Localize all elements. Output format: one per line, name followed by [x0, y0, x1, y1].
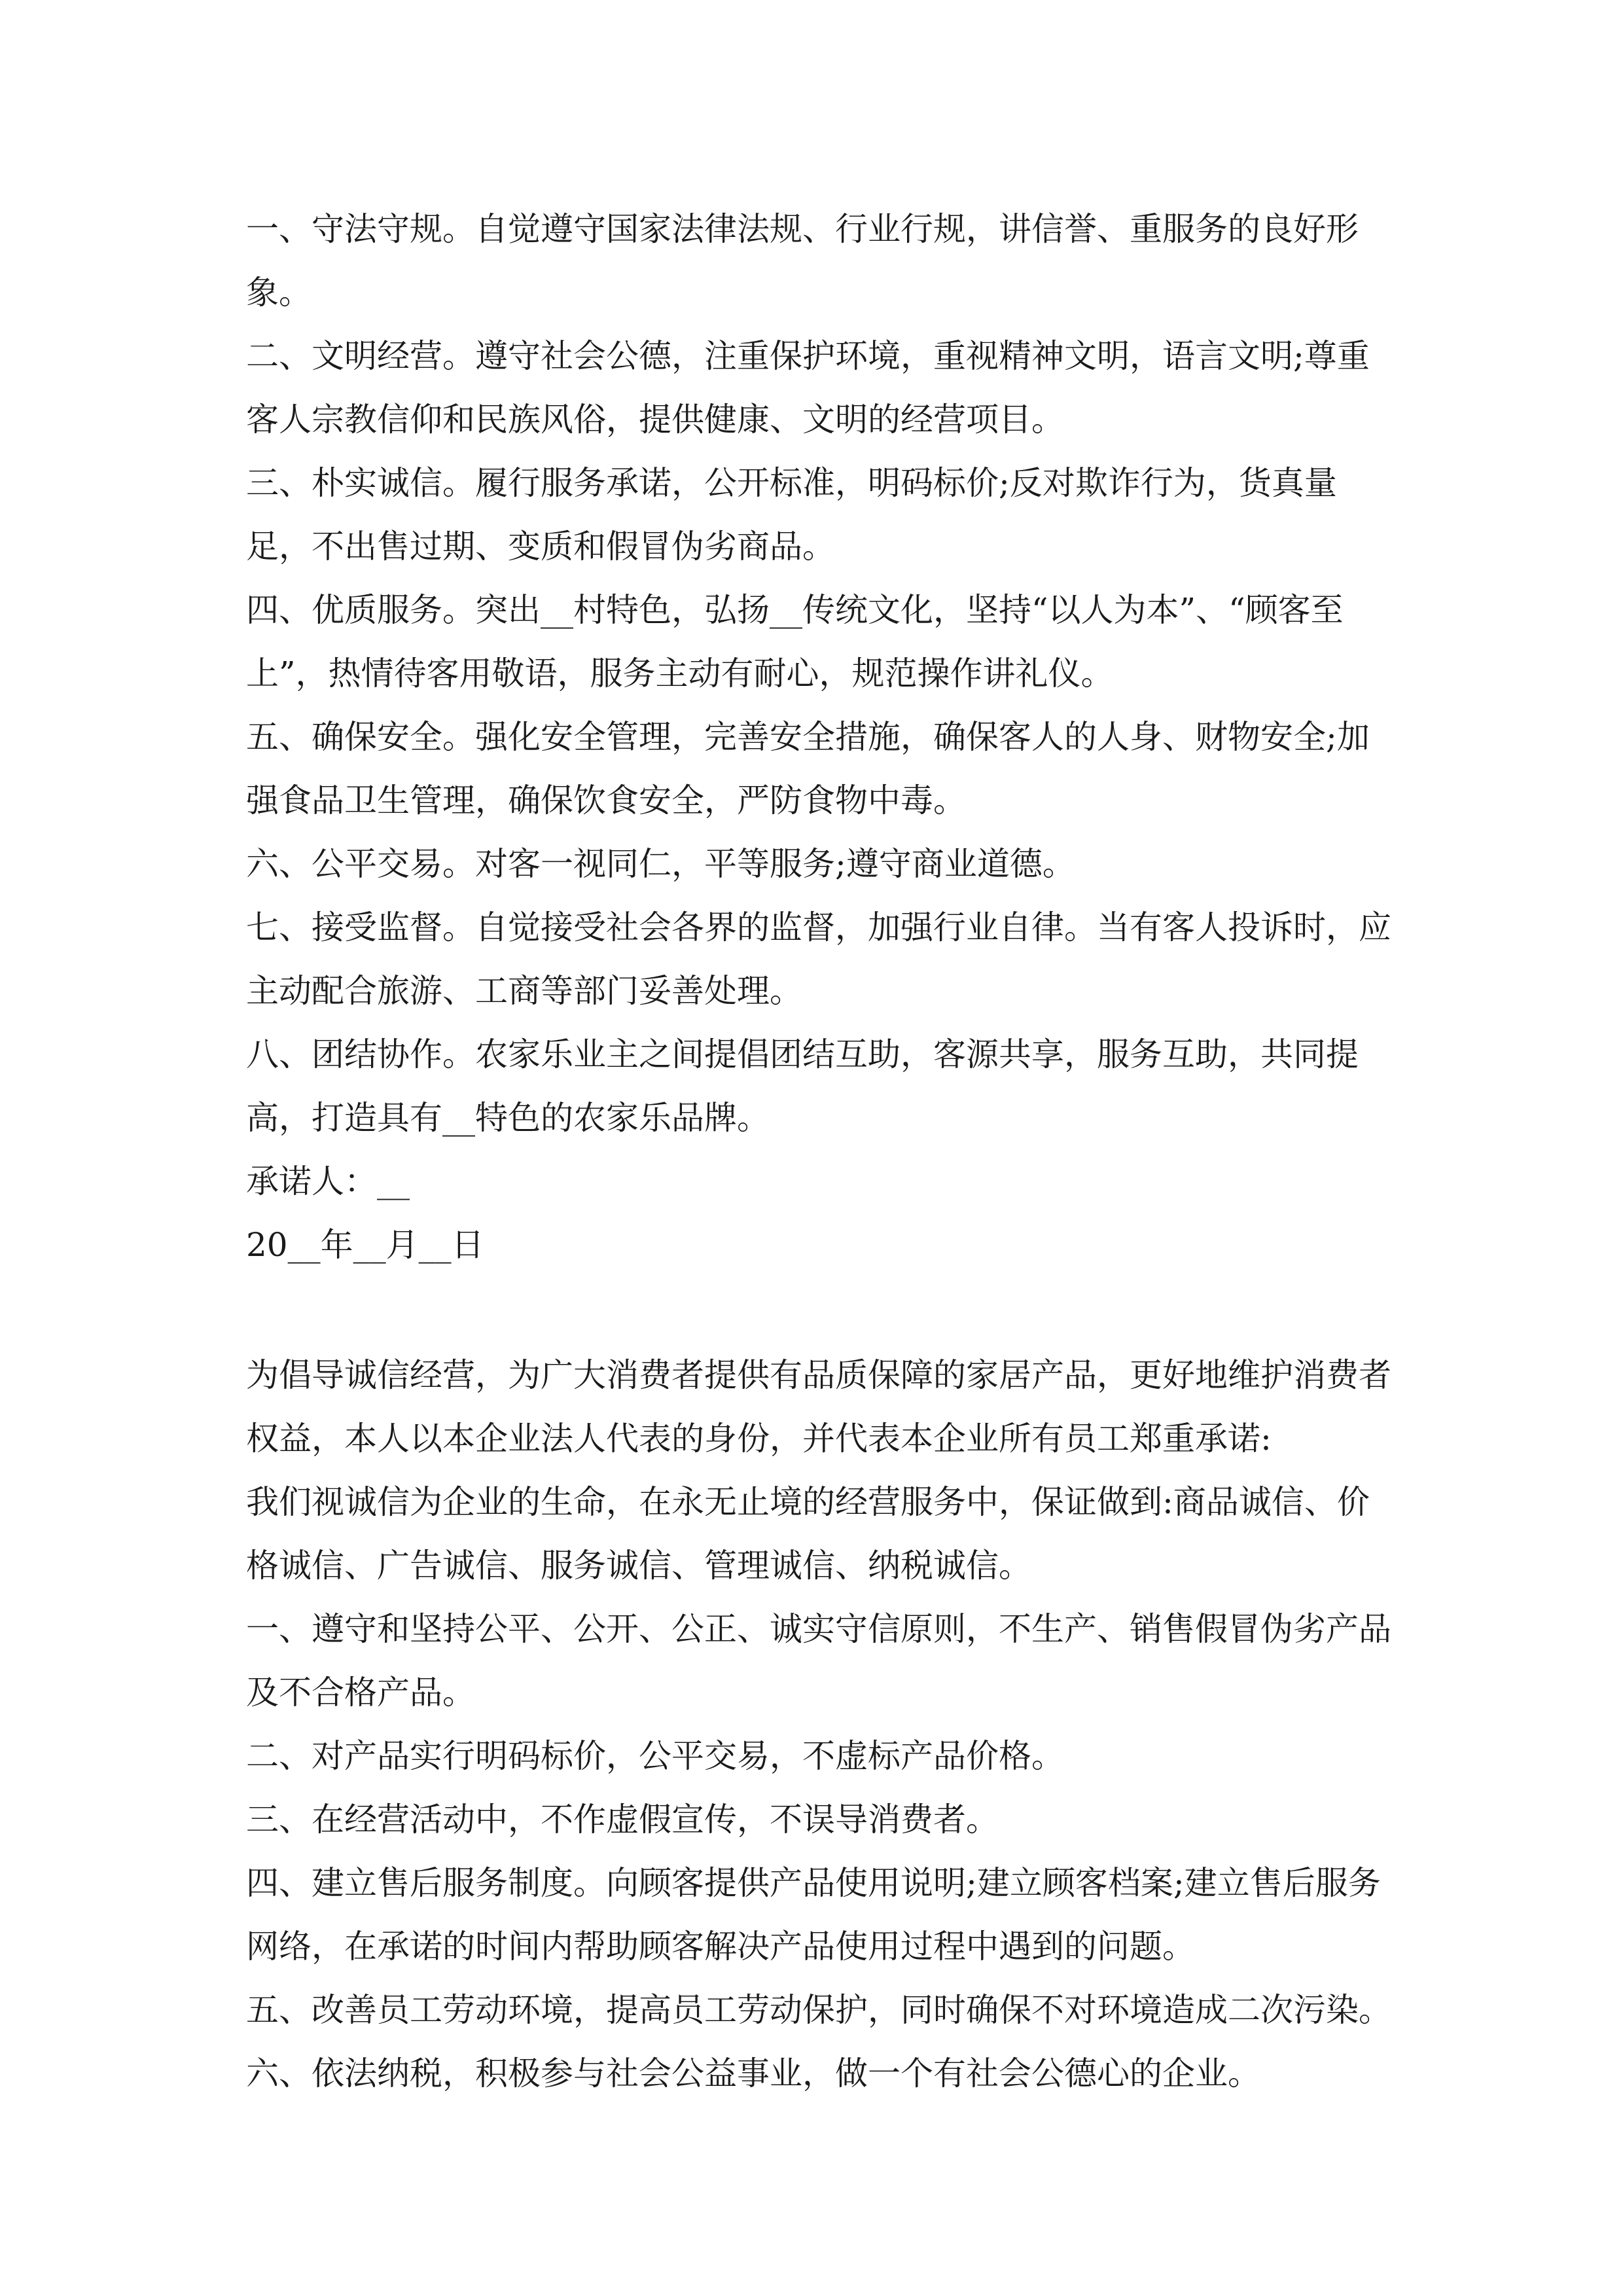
commitment-item: 三、在经营活动中，不作虚假宣传，不误导消费者。 — [246, 1801, 999, 1839]
date-line: 20__年__月__日 — [246, 1226, 484, 1264]
intro-paragraph: 我们视诚信为企业的生命，在永无止境的经营服务中，保证做到:商品诚信、价格诚信、广告诚信、服务诚信、管理诚信、纳税诚信。 — [246, 1483, 1370, 1585]
commitment-item: 五、改善员工劳动环境，提高员工劳动保护，同时确保不对环境造成二次污染。 — [246, 1991, 1391, 2029]
commitment-item: 一、遵守和坚持公平、公开、公正、诚实守信原则，不生产、销售假冒伪劣产品及不合格产品。 — [246, 1610, 1391, 1712]
commitment-item: 三、朴实诚信。履行服务承诺，公开标准，明码标价;反对欺诈行为，货真量足，不出售过期、变质和假冒伪劣商品。 — [246, 464, 1337, 565]
signer-line: 承诺人：__ — [246, 1162, 410, 1200]
commitment-item: 七、接受监督。自觉接受社会各界的监督，加强行业自律。当有客人投诉时，应主动配合旅游、工商等部门妥善处理。 — [246, 908, 1391, 1010]
commitment-item: 二、对产品实行明码标价，公平交易，不虚标产品价格。 — [246, 1737, 1064, 1775]
commitment-item: 二、文明经营。遵守社会公德，注重保护环境，重视精神文明，语言文明;尊重客人宗教信仰和民族风俗，提供健康、文明的经营项目。 — [246, 337, 1370, 439]
commitment-item: 八、团结协作。农家乐业主之间提倡团结互助，客源共享，服务互助，共同提高，打造具有__特色的农家乐品牌。 — [246, 1035, 1359, 1137]
commitment-item: 一、守法守规。自觉遵守国家法律法规、行业行规，讲信誉、重服务的良好形象。 — [246, 210, 1359, 312]
commitment-item: 四、建立售后服务制度。向顾客提供产品使用说明;建立顾客档案;建立售后服务网络，在承诺的时间内帮助顾客解决产品使用过程中遇到的问题。 — [246, 1864, 1381, 1965]
document-body — [246, 198, 1398, 2106]
commitment-item: 四、优质服务。突出__村特色，弘扬__传统文化，坚持“以人为本”、“顾客至上”，热情待客用敬语，服务主动有耐心，规范操作讲礼仪。 — [246, 591, 1344, 692]
commitment-item: 六、依法纳税，积极参与社会公益事业，做一个有社会公德心的企业。 — [246, 2054, 1260, 2092]
intro-paragraph: 为倡导诚信经营，为广大消费者提供有品质保障的家居产品，更好地维护消费者权益，本人以本企业法人代表的身份，并代表本企业所有员工郑重承诺: — [246, 1356, 1391, 1458]
commitment-item: 五、确保安全。强化安全管理，完善安全措施，确保客人的人身、财物安全;加强食品卫生管理，确保饮食安全，严防食物中毒。 — [246, 718, 1370, 819]
section-gap — [246, 1277, 1398, 1344]
commitment-item: 六、公平交易。对客一视同仁，平等服务;遵守商业道德。 — [246, 845, 1075, 883]
